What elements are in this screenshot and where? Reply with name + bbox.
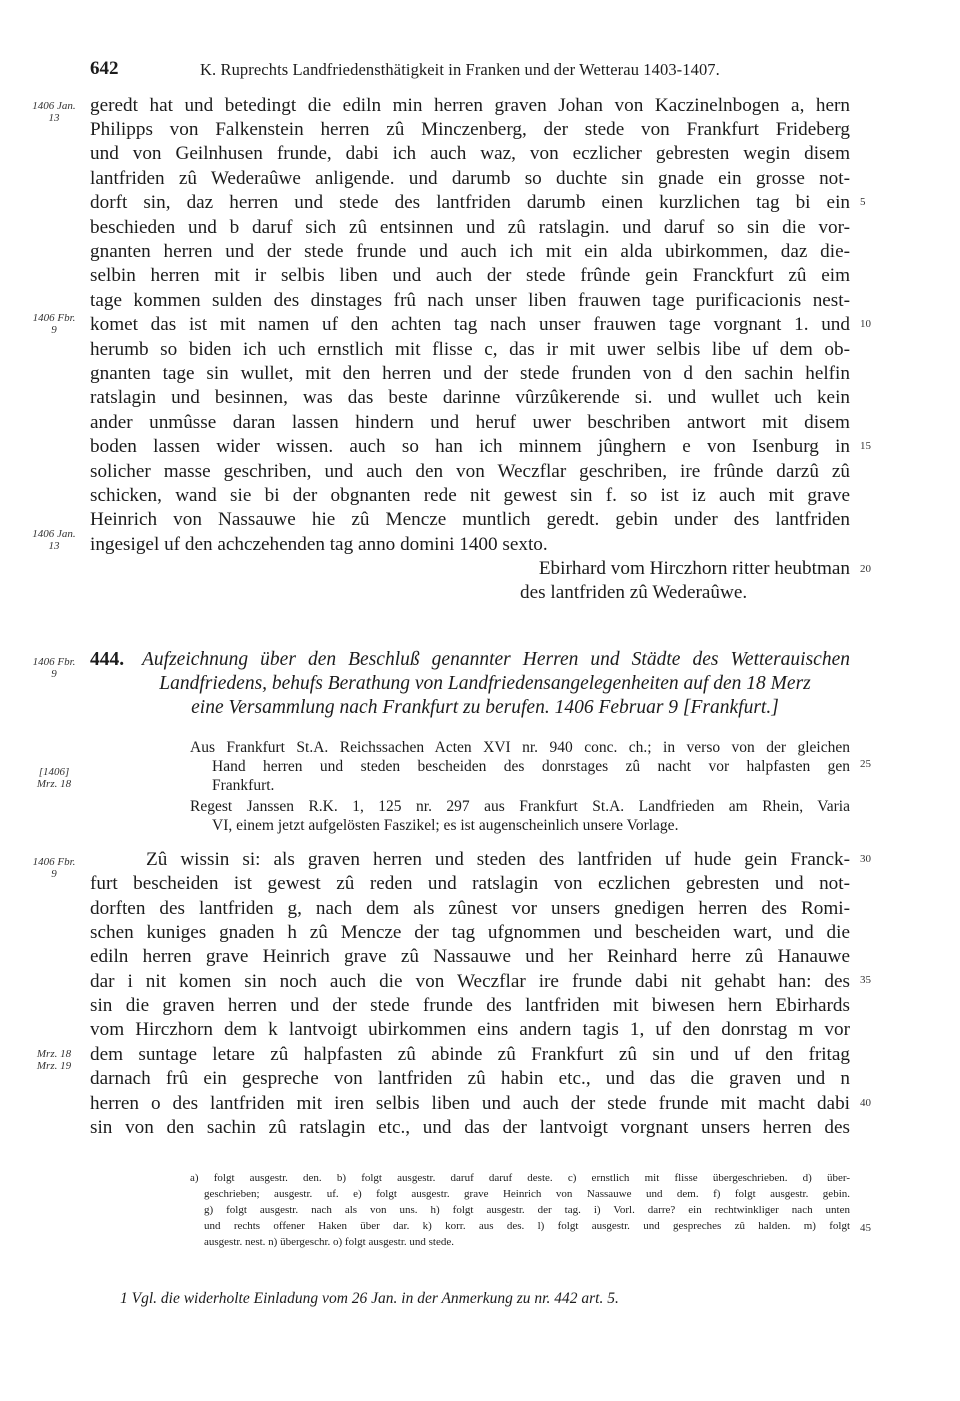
text-line: herren o des lantfriden mit iren selbis liben und auch der stede frunde mit macht dabi (90, 1093, 850, 1114)
apparatus-note: ausgestr. nest. n) übergeschr. o) folgt ausgestr. und stede. (204, 1236, 454, 1248)
line-number: 40 (860, 1097, 871, 1109)
text-line: lantfriden zû Wederaûwe anligende. und darumb so duchte sin gnade ein grosse not- (90, 168, 850, 189)
source-note: Hand herren und steden bescheiden des donrstages zû nacht vor halpfasten gen (212, 758, 850, 775)
text-line: gnanten tage sin wullet, mit den herren und der stede frunden von d den sachin helfin (90, 363, 850, 384)
text-line: vom Hirczhorn dem k lantvoigt ubirkommen eins andern tagis 1, uf den donrstag m vor (90, 1019, 850, 1040)
footnote: 1 Vgl. die widerholte Einladung vom 26 Jan. in der Anmerkung zu nr. 442 art. 5. (120, 1290, 619, 1307)
margin-date: 1406 Jan. 13 (32, 528, 76, 552)
text-line: gnanten herren und der stede frunde und auch ich mit ein alda ubirkommen, daz die- (90, 241, 850, 262)
source-note: VI, einem jetzt aufgelösten Faszikel; es ist augenscheinlich unsere Vorlage. (212, 817, 679, 834)
margin-date: 1406 Jan. 13 (32, 100, 76, 124)
text-line: tage kommen sulden des dinstages frû nach unser liben frauwen tage purificacionis nest- (90, 290, 850, 311)
text-line: dar i nit komen sin noch auch die von Weczflar ire frunde dabi nit gehabt han: des (90, 971, 850, 992)
text-line: sin von den sachin zû ratslagin etc., und das der lantvoigt vorgnant unsers herren des (90, 1117, 850, 1138)
line-number: 20 (860, 563, 871, 575)
text-line: ander unmûsse daran lassen hindern und heruf uwer beschriben antwort mit disem (90, 412, 850, 433)
line-number: 10 (860, 318, 871, 330)
line-number: 15 (860, 440, 871, 452)
line-number: 5 (860, 196, 866, 208)
text-line: furt bescheiden ist gewest zû reden und ratslagin von eczlichen gebresten und not- (90, 873, 850, 894)
text-line: darnach frû ein gespreche von lantfriden zû habin etc., und das die graven und n (90, 1068, 850, 1089)
text-line: sin die graven herren und der stede frunde des lantfriden mit biwesen hern Ebirhards (90, 995, 850, 1016)
text-line: selbin herren mit ir selbis liben und auch der stede frûnde gein Franckfurt zû eim (90, 265, 850, 286)
text-line: ratslagin und besinnen, was das beste darinne vûrzûkerende si. und wullet uch kein (90, 387, 850, 408)
apparatus-note: geschrieben; ausgestr. uf. e) folgt ausgestr. grave Heinrich von Nassauwe und dem. f) folgt ausgestr. gebin. (204, 1188, 850, 1200)
apparatus-note: a) folgt ausgestr. den. b) folgt ausgestr. daruf daruf deste. c) ernstlich mit flisse übergeschrieben. d) über- (190, 1172, 850, 1184)
line-number: 30 (860, 853, 871, 865)
margin-date: [1406] Mrz. 18 (36, 766, 72, 790)
margin-date: 1406 Fbr. 9 (32, 312, 76, 336)
text-line: dem suntage letare zû halpfasten zû abinde zû Frankfurt zû sin und uf den fritag (90, 1044, 850, 1065)
text-line: dorft sin, daz herren und stede des lantfriden darumb einen kurzlichen tag bi ein (90, 192, 850, 213)
text-line: schicken, wand sie bi der obgnanten rede nit gewest sin f. so ist iz auch mit grave (90, 485, 850, 506)
document-title: Aufzeichnung über den Beschluß genannter Herren und Städte des Wetterauischen (142, 649, 850, 670)
margin-date: 1406 Fbr. 9 (32, 856, 76, 880)
text-line: Heinrich von Nassauwe hie zû Mencze muntlich geredt. gebin under des lantfriden (90, 509, 850, 530)
text-line: und von Geilnhusen frunde, dabi ich auch waz, von eczlicher gebresten wegin disem (90, 143, 850, 164)
page-header (90, 58, 890, 82)
source-note: Regest Janssen R.K. 1, 125 nr. 297 aus Frankfurt St.A. Landfrieden am Rhein, Varia (190, 798, 850, 815)
apparatus-note: g) folgt ausgestr. nach als von uns. h) folgt ausgestr. der tag. i) Vorl. darre? ein rechtwinkliger nach unten (204, 1204, 850, 1216)
document-title: eine Versammlung nach Frankfurt zu berufen. 1406 Februar 9 [Frankfurt.] (191, 697, 779, 718)
margin-date: 1406 Fbr. 9 (32, 656, 76, 680)
text-line: beschieden und b daruf sich zû entsinnen und zû ratslagin. und daruf so sin die vor- (90, 217, 850, 238)
running-head: K. Ruprechts Landfriedensthätigkeit in Franken und der Wetterau 1403-1407. (200, 60, 720, 79)
text-line: ingesigel uf den achczehenden tag anno domini 1400 sexto. (90, 534, 548, 555)
text-line: komet das ist mit namen uf den achten tag nach unser frauwen tage vorgnant 1. und (90, 314, 850, 335)
source-note: Aus Frankfurt St.A. Reichssachen Acten XVI nr. 940 conc. ch.; in verso von der gleichen (190, 739, 850, 756)
text-line: herumb so biden ich uch ernstlich mit flisse c, das ir mit uwer selbis libe uf dem ob- (90, 339, 850, 360)
line-number: 35 (860, 974, 871, 986)
text-line: schen kuniges gnaden h zû Mencze der tag ufgnommen und bescheiden wart, und die (90, 922, 850, 943)
page-number: 642 (90, 58, 119, 79)
text-line: Philipps von Falkenstein herren zû Minczenberg, der stede von Frankfurt Frideberg (90, 119, 850, 140)
text-line: ediln herren grave Heinrich grave zû Nassauwe und her Reinhard herre zû Hanauwe (90, 946, 850, 967)
document-title: Landfriedens, behufs Berathung von Landfriedensangelegenheiten auf den 18 Merz (159, 673, 811, 694)
signature-line: Ebirhard vom Hirczhorn ritter heubtman (538, 558, 850, 579)
text-line: dorften des lantfriden g, nach dem als zûnest vor unsers gnedigen herren des Romi- (90, 898, 850, 919)
apparatus-note: und rechts offener Haken über dar. k) korr. aus des. l) folgt ausgestr. und gespreches zû halden. m) folgt (204, 1220, 850, 1232)
text-line: Zû wissin si: als graven herren und steden des lantfriden uf hude gein Franck- (146, 849, 850, 870)
line-number: 25 (860, 758, 871, 770)
margin-date: Mrz. 18 Mrz. 19 (36, 1048, 72, 1072)
text-line: solicher masse geschriben, und auch den von Weczflar geschriben, ire frûnde darzû zû (90, 461, 850, 482)
signature-line: des lantfriden zû Wederaûwe. (520, 582, 748, 603)
text-line: geredt hat und betedingt die ediln min herren graven Johan von Kaczinelnbogen a, hern (90, 95, 850, 116)
source-note: Frankfurt. (212, 777, 275, 794)
document-number: 444. (90, 649, 125, 670)
line-number: 45 (860, 1222, 871, 1234)
text-line: boden lassen wider wissen. auch so han ich minnem jûnghern e von Isenburg in (90, 436, 850, 457)
